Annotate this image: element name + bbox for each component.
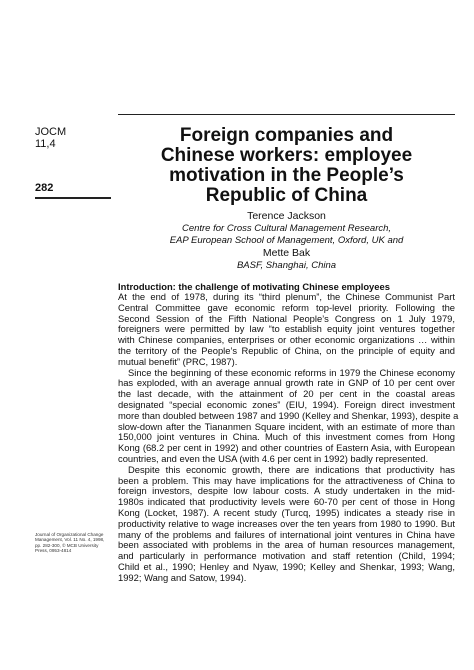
paragraph xyxy=(118,292,455,368)
title-line: Republic of China xyxy=(205,185,368,206)
paragraph-line: 1980s indicated that productivity levels were 60-70 per cent of those in Hong xyxy=(118,496,455,508)
footnote-line: pp. 282-300, © MCB University xyxy=(35,542,99,548)
top-rule xyxy=(118,114,455,115)
paragraph xyxy=(118,465,455,584)
title-line: motivation in the People’s xyxy=(169,165,404,186)
paragraph-line: 1992; Wang and Satow, 1994). xyxy=(118,571,247,583)
author-affiliation: Centre for Cross Cultural Management Research, xyxy=(181,223,392,234)
paragraph-line: the last decade, with the attainment of 20 per cent in the coastal areas xyxy=(118,388,455,400)
paragraph-line: Since the beginning of these economic reforms in 1979 the Chinese economy xyxy=(128,366,455,378)
paragraph-line: productivity relative to wage increases over the ten years from 1980 to 1990. But xyxy=(118,517,455,529)
author-name: Terence Jackson xyxy=(247,210,326,222)
paragraph-line: Kong (68.2 per cent in 1992) and other countries of Eastern Asia, with European xyxy=(118,442,455,454)
paragraph-line: At the end of 1978, during its “third plenum”, the Chinese Communist Part xyxy=(118,291,455,302)
paragraph-line: slow-down after the Tiananmen Square incident, with an estimate of more than xyxy=(118,420,455,432)
paragraph-line: Second Session of the Fifth National People’s Congress on 1 July 1979, xyxy=(118,312,455,324)
article-body xyxy=(118,281,459,584)
paragraph-line: Central Committee gave economic reform top-level priority. Following the xyxy=(118,301,455,313)
paragraph-line: has exploded, with an average annual growth rate in GNP of 10 per cent over xyxy=(118,377,455,389)
paragraph-line: foreign investors, despite low labour costs. A study undertaken in the mid- xyxy=(118,485,455,497)
publication-footnote xyxy=(35,532,113,553)
journal-abbreviation: JOCM xyxy=(35,126,67,138)
paragraph-line: designated “special economic zones” (EIU, 1994). Foreign direct investment xyxy=(118,398,455,410)
footnote-line: Press, 0953-4814 xyxy=(35,547,72,553)
paragraph-line: foreigners were permitted by law “to establish equity joint ventures together xyxy=(118,323,455,335)
page-number-rule xyxy=(35,197,111,199)
byline xyxy=(118,210,455,272)
paragraph-line: more than doubled between 1987 and 1990 (Kelley and Shenkar, 1993), despite a xyxy=(118,409,459,421)
paragraph-line: been a problem. This may have implications for the attractiveness of China to xyxy=(118,474,455,486)
paragraph-line: countries, and even the USA (with 4.6 per cent in 1992) badly represented. xyxy=(118,452,429,464)
paragraph-line: mutual benefit” (PRC, 1987). xyxy=(118,355,238,367)
paragraph-line: 150,000 joint ventures in China. Much of this investment comes from Hong xyxy=(118,431,455,443)
paragraph-line: the territory of the People’s Republic of China, on the principle of equity and xyxy=(118,344,455,356)
title-line: Chinese workers: employee xyxy=(160,145,413,166)
paragraph-line: Despite this economic growth, there are indications that productivity has xyxy=(128,463,455,475)
paragraph-line: Child et al., 1990; Henley and Nyaw, 1990; Kelley and Shenkar, 1993; Wang, xyxy=(118,560,455,572)
journal-volume-issue: 11,4 xyxy=(35,138,56,150)
footnote-line: Journal of Organizational Change xyxy=(35,532,104,537)
paragraph-line: been associated with problems in the area of human resources management, xyxy=(118,539,455,551)
author-name: Mette Bak xyxy=(262,247,311,259)
footnote-line: Management, Vol. 11 No. 4, 1998, xyxy=(35,537,105,543)
article-title xyxy=(118,126,455,206)
title-line: Foreign companies and xyxy=(179,125,394,146)
paragraph-line: Kong (Locket, 1987). A recent study (Turcq, 1995) indicates a steady rise in xyxy=(118,506,455,518)
page-number: 282 xyxy=(35,182,54,194)
author-affiliation: BASF, Shanghai, China xyxy=(236,260,337,271)
section-heading: Introduction: the challenge of motivating Chinese employees xyxy=(118,281,390,292)
author-affiliation: EAP European School of Management, Oxford, UK and xyxy=(169,235,404,246)
paragraph-line: and particularly in performance motivation and staff retention (Child, 1994; xyxy=(118,550,455,562)
paragraph xyxy=(118,366,459,465)
paragraph-line: many of the problems and failures of international joint ventures in China have xyxy=(118,528,455,540)
paragraph-line: with Chinese companies, enterprises or other economic organizations … within xyxy=(118,334,455,346)
